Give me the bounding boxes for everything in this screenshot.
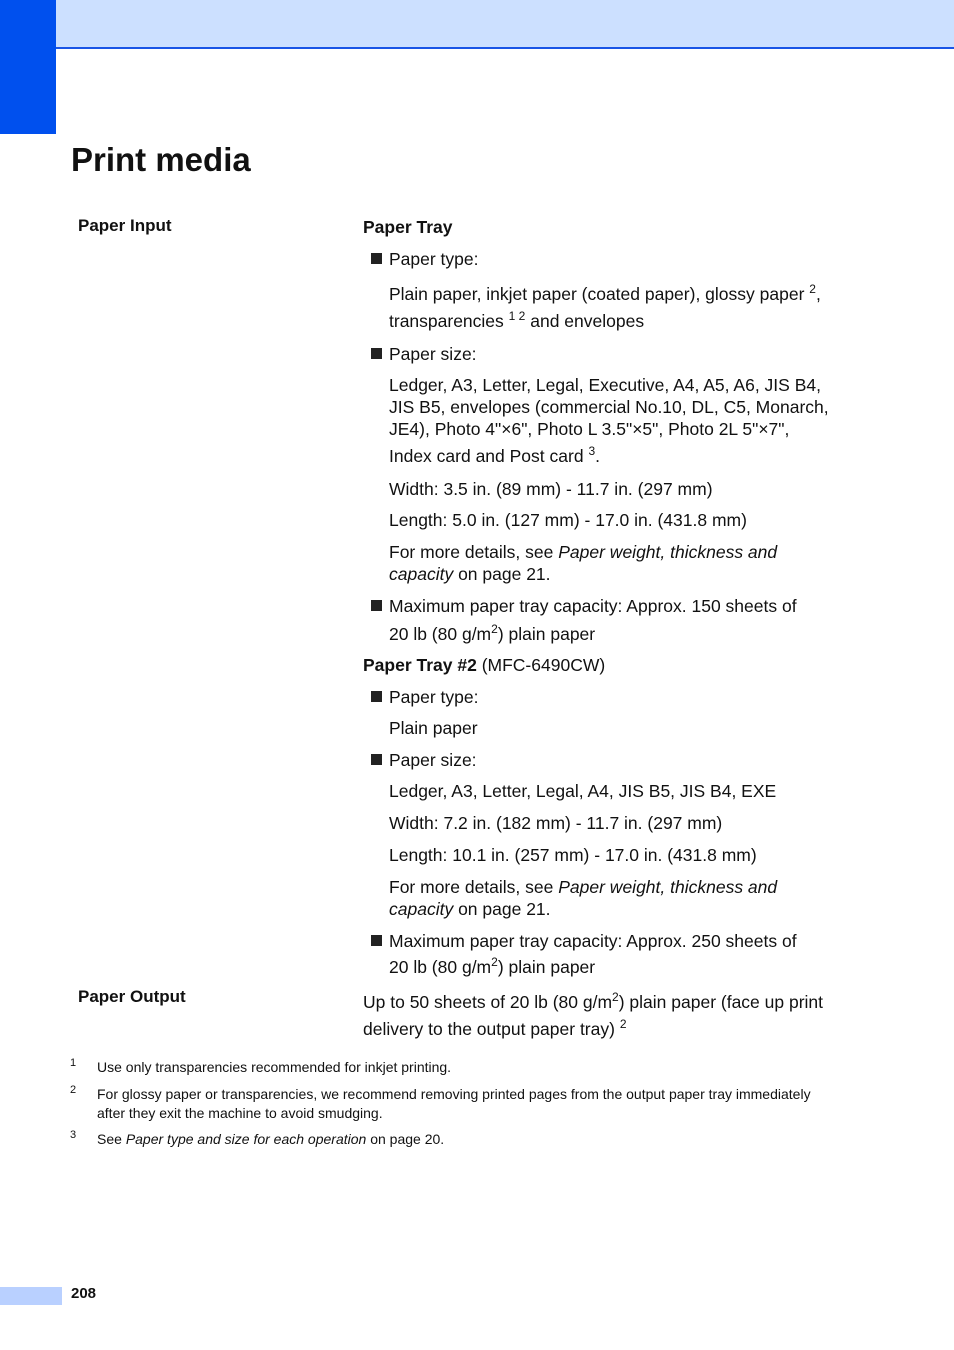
paper-tray2-heading: Paper Tray #2 (MFC-6490CW) bbox=[363, 655, 606, 675]
header-band bbox=[0, 0, 954, 49]
details-link[interactable]: capacity bbox=[389, 564, 454, 584]
tray-size-line2: JIS B5, envelopes (commercial No.10, DL, C5, Monarch, bbox=[389, 397, 829, 417]
tray-capacity-line2: 20 lb (80 $g/m^2$) plain paper bbox=[389, 622, 596, 644]
tray2-size-value: Ledger, A3, Letter, Legal, A4, JIS B5, JIS B4, EXE bbox=[389, 781, 777, 801]
tray-capacity-line1: Maximum paper tray capacity: Approx. 150 sheets of bbox=[389, 596, 797, 616]
tray2-capacity-line1: Maximum paper tray capacity: Approx. 250 sheets of bbox=[389, 931, 797, 951]
footer-band bbox=[0, 1287, 62, 1305]
tray-type-label: Paper type: bbox=[389, 249, 479, 269]
tray2-capacity-line2: 20 lb (80 $g/m^2$) plain paper bbox=[389, 955, 596, 977]
output-line2: delivery to the output paper tray) $^2$ bbox=[363, 1017, 627, 1039]
details-link[interactable]: Paper weight, thickness and bbox=[558, 877, 778, 897]
tray2-width: Width: 7.2 in. (182 mm) - 11.7 in. (297 mm) bbox=[389, 813, 723, 833]
tray2-type-value: Plain paper bbox=[389, 718, 478, 738]
tray2-length: Length: 10.1 in. (257 mm) - 17.0 in. (431.8 mm) bbox=[389, 845, 757, 865]
bullet-icon bbox=[371, 691, 382, 702]
tray-details-line1: For more details, see Paper weight, thickness and bbox=[389, 542, 778, 562]
paper-input-label: Paper Input bbox=[78, 216, 172, 235]
paper-output-label: Paper Output bbox=[78, 987, 186, 1006]
tray-type-line1: Plain paper, inkjet paper (coated paper), glossy paper $^2$, bbox=[389, 282, 821, 304]
tray2-size-label: Paper size: bbox=[389, 750, 477, 770]
tray-size-line4: Index card and Post card $^3$. bbox=[389, 444, 600, 466]
tray2-type-label: Paper type: bbox=[389, 687, 479, 707]
tray-length: Length: 5.0 in. (127 mm) - 17.0 in. (431.8 mm) bbox=[389, 510, 747, 530]
tray-size-line3: JE4), Photo 4"×6", Photo L 3.5"×5", Photo 2L 5"×7", bbox=[389, 419, 790, 439]
output-line1: Up to 50 sheets of 20 lb (80 $g/m^2$) plain paper (face up print bbox=[363, 990, 824, 1012]
tray-type-line2: transparencies $^{1 2}$ and envelopes bbox=[389, 309, 645, 331]
details-link[interactable]: capacity bbox=[389, 899, 454, 919]
bullet-icon bbox=[371, 253, 382, 264]
page-title: Print media bbox=[71, 141, 251, 178]
chapter-tab bbox=[0, 0, 56, 134]
bullet-icon bbox=[371, 935, 382, 946]
tray-size-line1: Ledger, A3, Letter, Legal, Executive, A4, A5, A6, JIS B4, bbox=[389, 375, 821, 395]
tray-size-label: Paper size: bbox=[389, 344, 477, 364]
bullet-icon bbox=[371, 754, 382, 765]
paper-tray-heading: Paper Tray bbox=[363, 217, 453, 237]
tray-details-line2: capacity on page 21. bbox=[389, 564, 551, 584]
bullet-icon bbox=[371, 600, 382, 611]
bullet-icon bbox=[371, 348, 382, 359]
page-number: 208 bbox=[71, 1285, 97, 1302]
tray-width: Width: 3.5 in. (89 mm) - 11.7 in. (297 mm) bbox=[389, 479, 713, 499]
tray2-details-line1: For more details, see Paper weight, thickness and bbox=[389, 877, 778, 897]
footnote-link[interactable]: Paper type and size for each operation bbox=[125, 1131, 367, 1147]
details-link[interactable]: Paper weight, thickness and bbox=[558, 542, 778, 562]
tray2-details-line2: capacity on page 21. bbox=[389, 899, 551, 919]
